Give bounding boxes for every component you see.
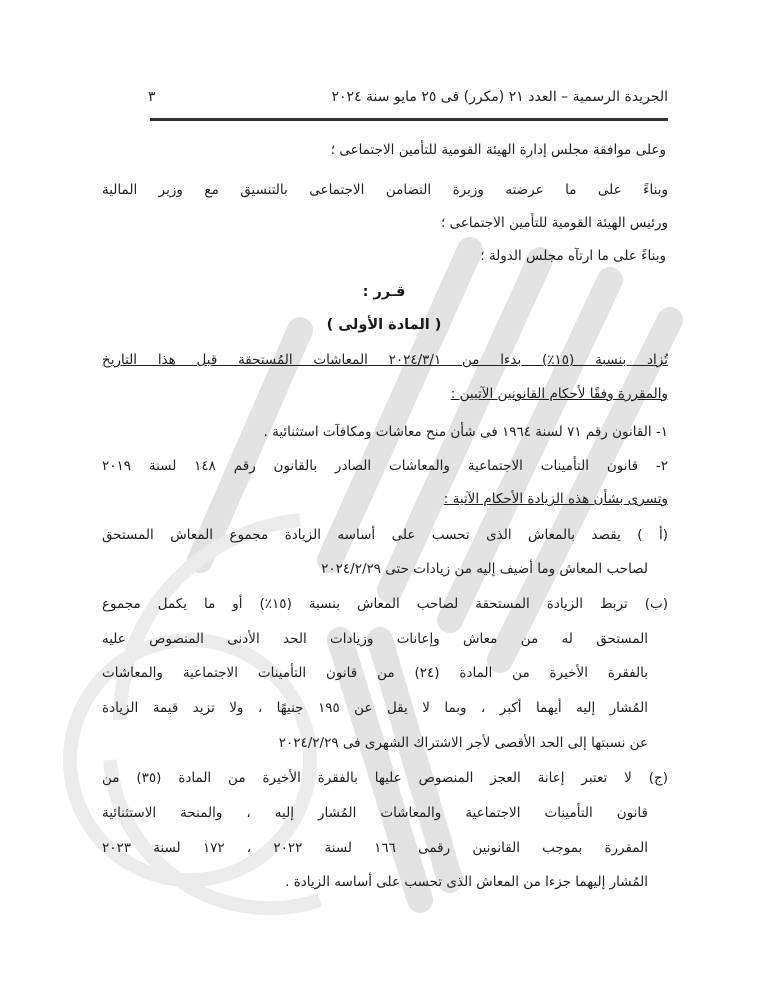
decision-heading: قـرر :: [362, 284, 406, 300]
provision-c-line: (ج) لا تعتبر إعانة العجز المنصوص عليها بالفقرة الأخيرة من المادة (٣٥) من: [102, 770, 668, 786]
preamble-line: وبناءً على ما ارتآه مجلس الدولة ؛: [480, 248, 666, 264]
page-number: ٣: [148, 89, 156, 105]
article-intro-line: والمقررة وفقًا لأحكام القانونين الآتيين :: [450, 386, 668, 402]
preamble-line: ورئيس الهيئة القومية للتأمين الاجتماعى ؛: [441, 215, 668, 231]
gazette-header: [148, 86, 668, 108]
provision-a-line: (أ ) يقصد بالمعاش الذى تحسب على أساسه الزيادة مجموع المعاش المستحق: [102, 527, 668, 543]
provision-b-line: المستحق له من معاش وإعانات وزيادات الحد الأدنى المنصوص عليه: [102, 631, 648, 647]
provision-b-line: المُشار إليه أيهما أكبر ، وبما لا يقل عن ١٩٥ جنيهًا ، ولا تزيد قيمة الزيادة: [102, 700, 648, 716]
provision-b-line: عن نسبتها إلى الحد الأقصى لأجر الاشتراك الشهرى فى ٢٠٢٤/٢/٢٩: [278, 735, 648, 751]
provision-a-line: لصاحب المعاش وما أضيف إليه من زيادات حتى ٢٠٢٤/٢/٢٩: [321, 561, 648, 577]
preamble-line: وعلى موافقة مجلس إدارة الهيئة القومية للتأمين الاجتماعى ؛: [330, 142, 666, 158]
provision-c-line: المُشار إليهما جزءا من المعاش الذى تحسب على أساسه الزيادة .: [285, 874, 648, 890]
article-heading: ( المادة الأولى ): [326, 317, 442, 333]
preamble-line: وبناءً على ما عرضته وزيرة التضامن الاجتماعى بالتنسيق مع وزير المالية: [102, 182, 668, 198]
provision-b-line: (ب) تربط الزيادة المستحقة لصاحب المعاش بنسبة (١٥٪) أو ما يكمل مجموع: [102, 596, 668, 612]
provision-b-line: بالفقرة الأخيرة من المادة (٢٤) من قانون التأمينات الاجتماعية والمعاشات: [102, 665, 648, 681]
provision-c-line: قانون التأمينات الاجتماعية والمعاشات المُشار إليه ، والمنحة الاستثنائية: [102, 805, 648, 821]
header-divider: [150, 118, 668, 121]
provisions-intro: وتسرى بشأن هذه الزيادة الأحكام الآتية :: [443, 491, 668, 507]
provision-c-line: المقررة بموجب القانونين رقمى ١٦٦ لسنة ٢٠٢٢ ، ١٧٢ لسنة ٢٠٢٣: [102, 840, 648, 856]
article-intro-line: تُزاد بنسبة (١٥٪) بدءا من ٢٠٢٤/٣/١ المعاشات المُستحقة قبل هذا التاريخ: [102, 352, 668, 368]
header-title: الجريدة الرسمية – العدد ٢١ (مكرر) فى ٢٥ مايو سنة ٢٠٢٤: [331, 89, 668, 105]
law-item: ٢- قانون التأمينات الاجتماعية والمعاشات الصادر بالقانون رقم ١٤٨ لسنة ٢٠١٩: [102, 458, 668, 474]
law-item: ١- القانون رقم ٧١ لسنة ١٩٦٤ فى شأن منح معاشات ومكافآت استثنائية .: [263, 424, 668, 440]
